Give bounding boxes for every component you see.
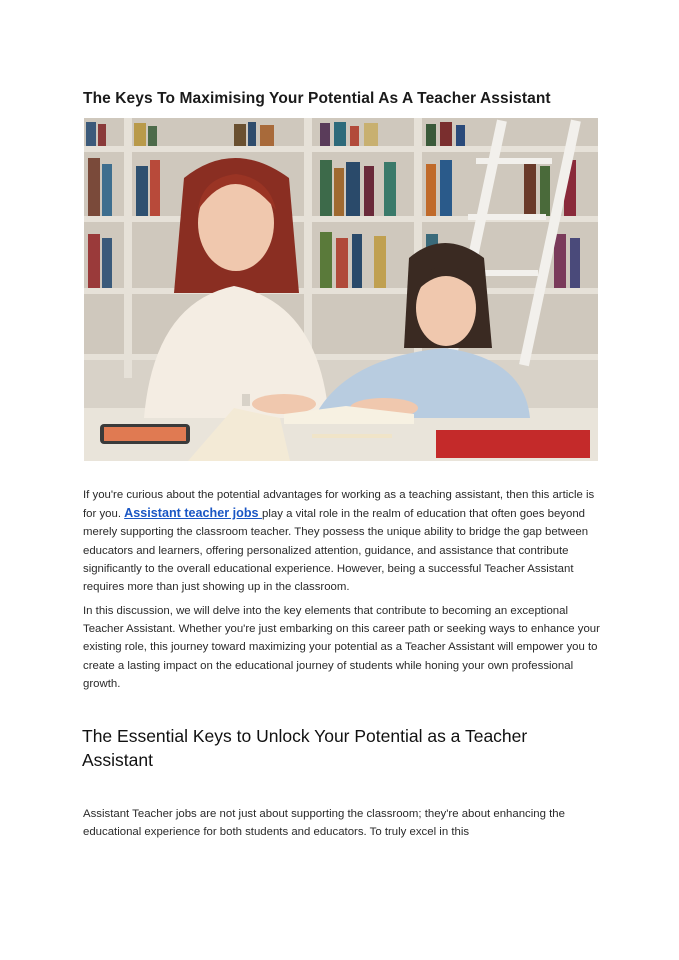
assistant-teacher-jobs-link[interactable]: Assistant teacher jobs [124, 506, 263, 521]
section-heading: The Essential Keys to Unlock Your Potential as a Teacher Assistant [82, 726, 528, 770]
discussion-paragraph: In this discussion, we will delve into the key elements that contribute to becoming an exceptional Teacher Assistant. Whether you're just embarking on this career path or seeking ways to enhance your existing role, this journey toward maximizing your potential as a Teacher Assistant will empower you to create a lasting impact on the educational journey of students while honing your own professional growth. [83, 605, 600, 690]
section-paragraph: Assistant Teacher jobs are not just about supporting the classroom; they're about enhancing the educational experience for both students and educators. To truly excel in this [83, 808, 565, 839]
intro-paragraph [83, 486, 603, 596]
teacher-and-student-illustration [84, 118, 598, 461]
intro-text-after-link: play a vital role in the realm of education that often goes beyond merely supporting the classroom teacher. They possess the unique ability to bridge the gap between educators and learners, offering personalized attention, guidance, and assistance that contribute significantly to the overall educational experience. However, being a successful Teacher Assistant requires more than just showing up in the classroom. [83, 508, 589, 594]
intro-text-before-link: If you're curious about the potential advantages for working as a teaching assistant, then this article is for you. [83, 489, 595, 521]
hero-photo [84, 118, 598, 461]
article-title: The Keys To Maximising Your Potential As A Teacher Assistant [83, 90, 551, 107]
